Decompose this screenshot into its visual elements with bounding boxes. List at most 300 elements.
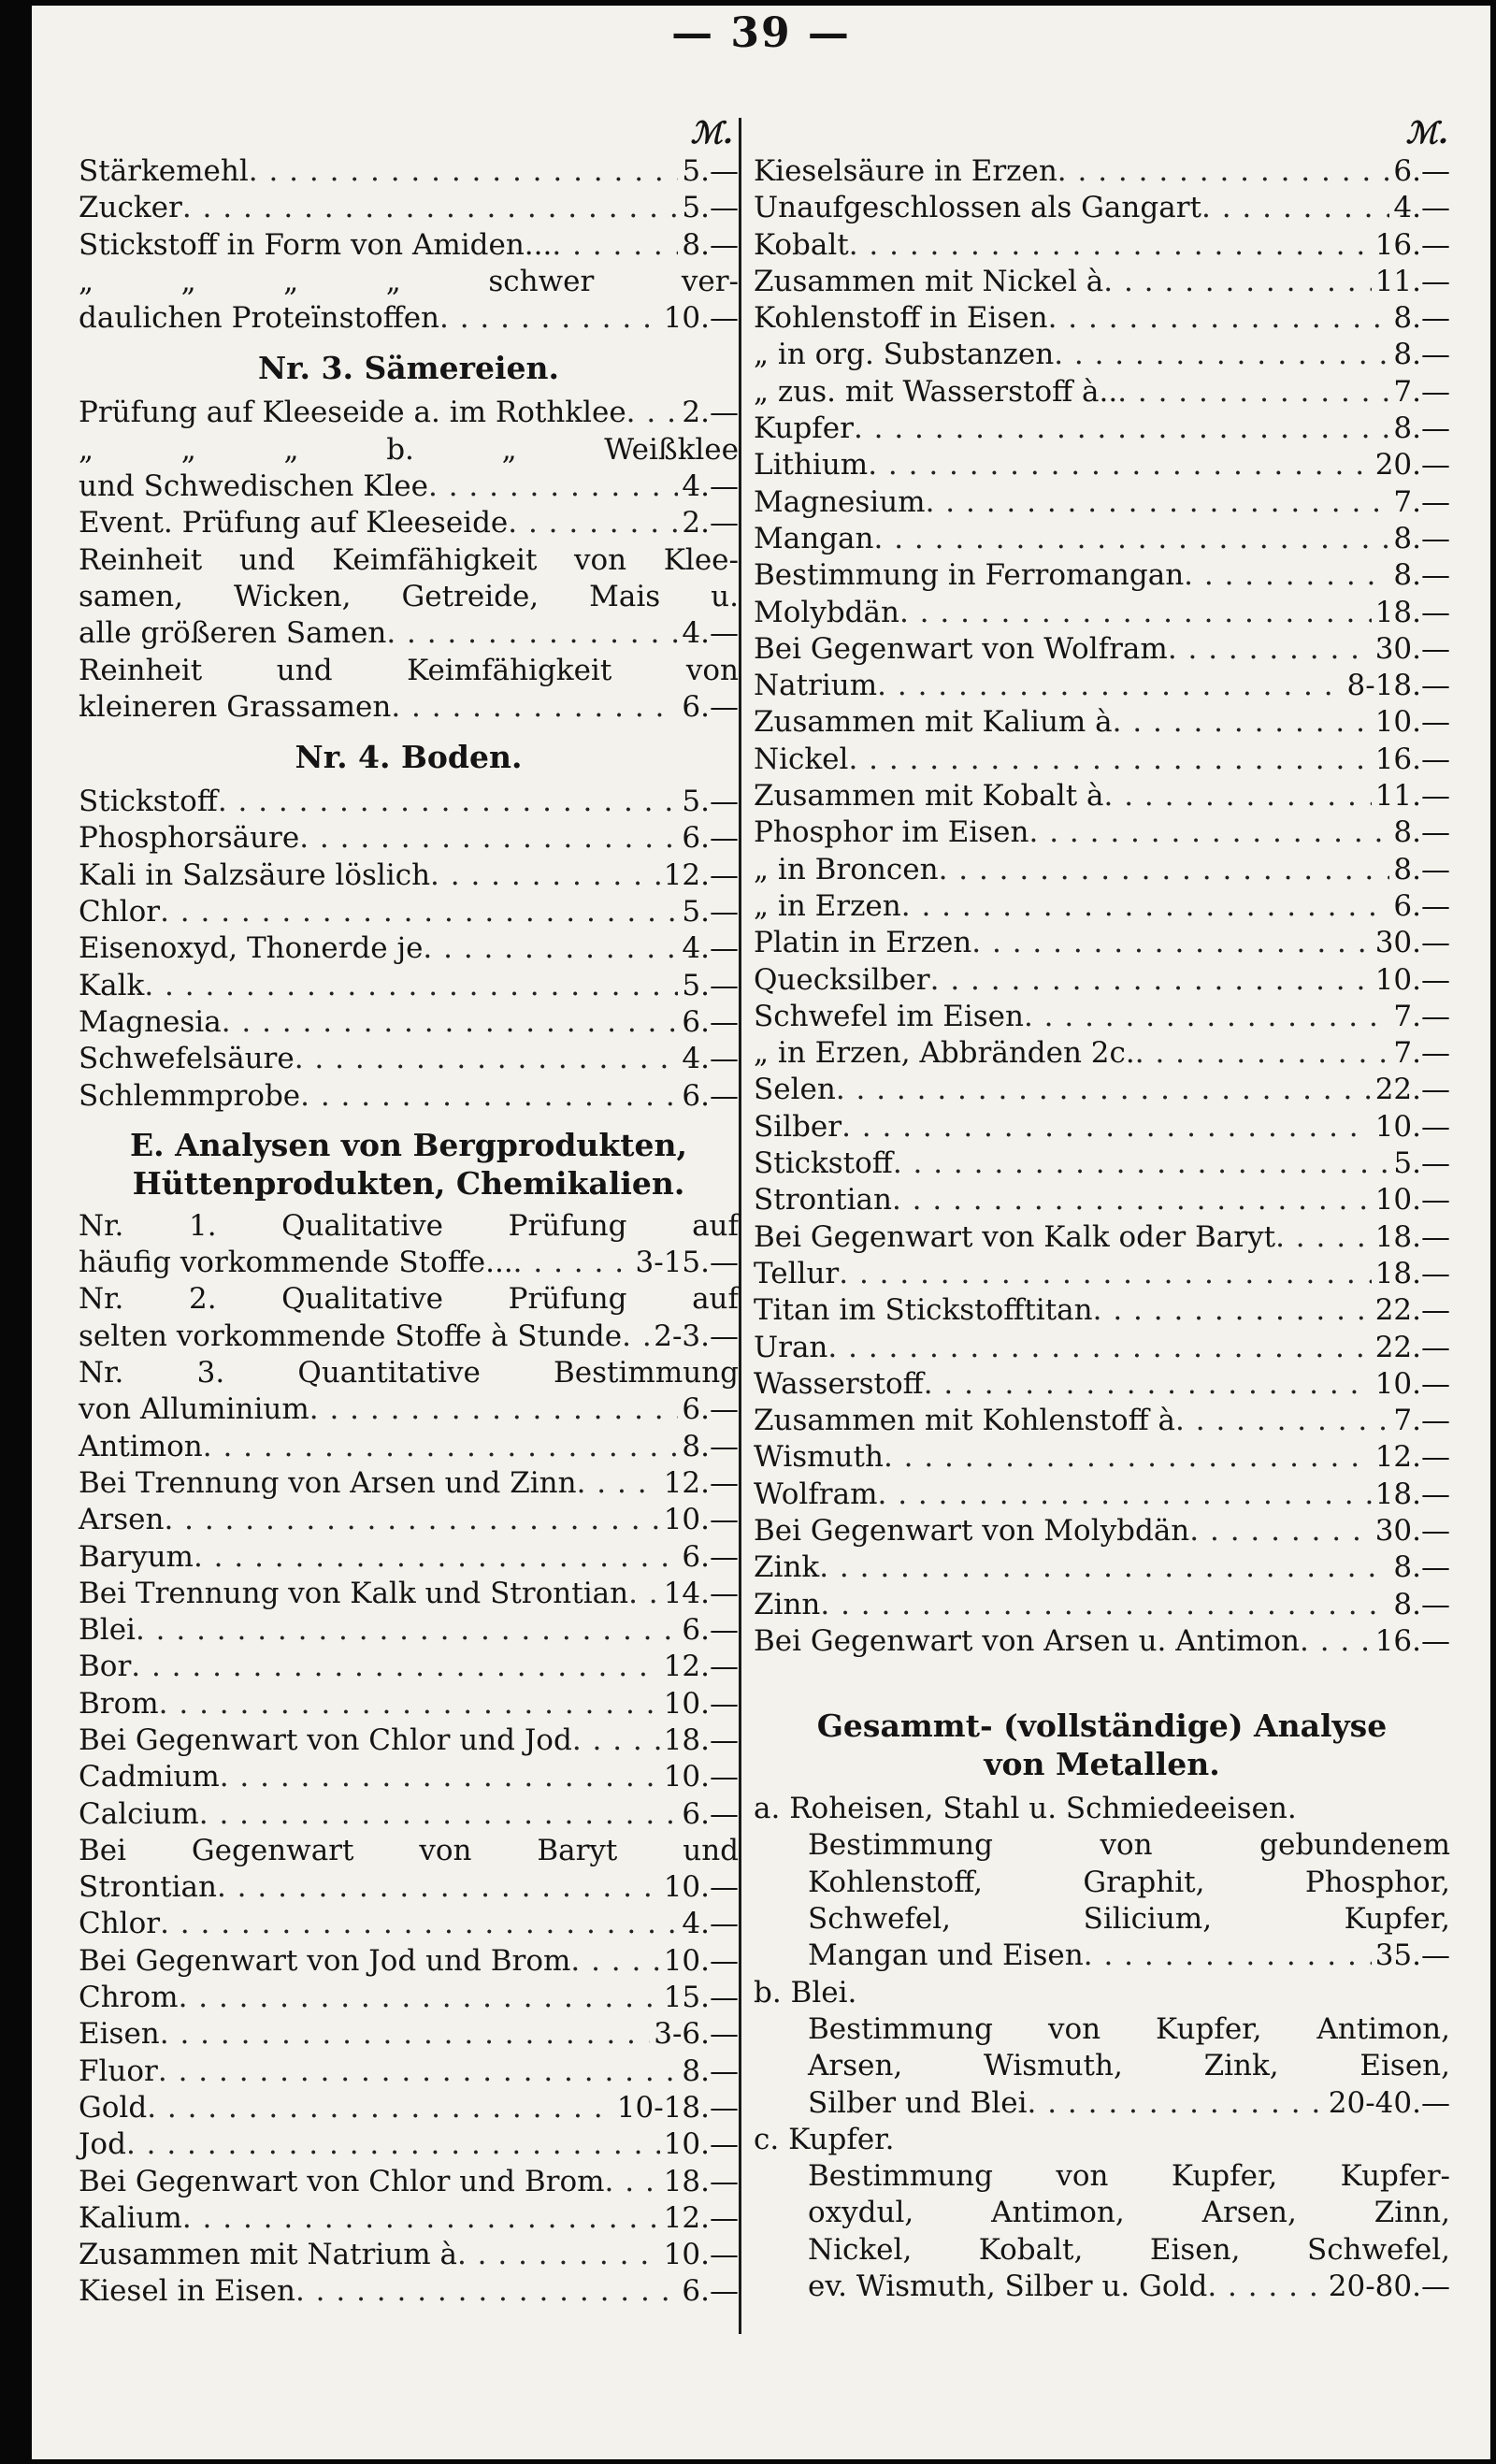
price-row	[79, 1980, 739, 2016]
metal-heading-text: b. Blei.	[754, 1975, 857, 2010]
item-price: 8.—	[1393, 1550, 1450, 1585]
price-row	[79, 1465, 739, 1502]
item-label: Stärkemehl	[79, 154, 249, 188]
metal-heading	[754, 2122, 1450, 2158]
item-price: 5.—	[682, 154, 739, 188]
price-row	[754, 557, 1450, 594]
dot-leader	[182, 2200, 660, 2237]
item-label: Zink	[754, 1550, 820, 1585]
item-label: „ zus. mit Wasserstoff à..	[754, 374, 1118, 409]
dot-leader	[179, 1980, 660, 2016]
dot-leader	[218, 784, 679, 820]
price-row	[79, 1869, 739, 1906]
item-price: 22.—	[1374, 1073, 1450, 1107]
item-label: Nr. 1. Qualitative Prüfung auf	[79, 1208, 739, 1243]
item-price: 8.—	[1393, 815, 1450, 850]
price-row	[79, 1245, 739, 1281]
dot-leader	[199, 1796, 679, 1833]
item-label: Bestimmung in Ferromangan	[754, 558, 1185, 593]
price-row	[79, 2126, 739, 2163]
dot-leader	[1189, 1513, 1371, 1549]
metal-heading-text: a. Roheisen, Stahl u. Schmiedeeisen.	[754, 1792, 1297, 1826]
dot-leader	[926, 484, 1390, 521]
item-label: Event. Prüfung auf Kleeseide	[79, 506, 509, 540]
item-label: Schlemmprobe	[79, 1078, 301, 1113]
item-label: selten vorkommende Stoffe à Stunde	[79, 1318, 623, 1353]
item-label: Stickstoff	[754, 1146, 893, 1181]
price-row	[754, 411, 1450, 447]
item-price: 4.—	[682, 616, 739, 651]
dot-leader	[136, 1612, 678, 1649]
item-price: 10.—	[663, 1503, 739, 1537]
dot-leader	[159, 1686, 660, 1722]
metal-line	[754, 1938, 1450, 1974]
price-row	[754, 814, 1450, 851]
item-price: 6.—	[682, 1796, 739, 1831]
currency-unit-left: ℳ.	[690, 115, 733, 151]
item-label: Kieselsäure in Erzen	[754, 154, 1057, 188]
metal-line-text: Arsen, Wismuth, Zink, Eisen,	[808, 2049, 1450, 2083]
dot-leader	[892, 1182, 1372, 1218]
item-price: 6.—	[682, 2274, 739, 2309]
metal-line-text: Bestimmung von Kupfer, Antimon,	[808, 2011, 1450, 2046]
item-price: 8.—	[682, 227, 739, 262]
item-price: 10.—	[663, 2238, 739, 2272]
price-row	[79, 1355, 739, 1391]
dot-leader	[868, 447, 1371, 483]
dot-leader	[1093, 1292, 1372, 1329]
dot-leader	[295, 1041, 679, 1077]
metal-line	[754, 2085, 1450, 2122]
price-row	[79, 1759, 739, 1795]
item-price: 4.—	[682, 469, 739, 504]
dot-leader	[819, 1549, 1389, 1586]
dot-leader	[1057, 153, 1390, 190]
item-price: 3-15.—	[635, 1246, 739, 1280]
dot-leader	[144, 968, 678, 1004]
item-label: Wasserstoff	[754, 1366, 924, 1401]
item-price: 7.—	[1393, 1036, 1450, 1071]
item-price: 4.—	[1393, 191, 1450, 225]
item-label: Fluor	[79, 2053, 158, 2088]
metal-line	[754, 2269, 1450, 2305]
item-price: 4.—	[682, 1907, 739, 1941]
price-row	[79, 1041, 739, 1077]
item-label: Bei Gegenwart von Baryt und	[79, 1833, 739, 1867]
metal-price: 35.—	[1374, 1938, 1450, 1973]
item-price: 7.—	[1393, 484, 1450, 519]
item-label: Wolfram	[754, 1477, 878, 1511]
item-price: 6.—	[1393, 154, 1450, 188]
dot-leader	[386, 615, 678, 652]
item-price: 6.—	[682, 1613, 739, 1648]
metal-heading	[754, 1791, 1450, 1827]
dot-leader	[1084, 1938, 1372, 1974]
item-label: Nr. 2. Qualitative Prüfung auf	[79, 1282, 739, 1317]
dot-leader	[158, 2053, 679, 2090]
price-row	[79, 505, 739, 541]
metal-line	[754, 2011, 1450, 2048]
item-price: 4.—	[682, 931, 739, 966]
dot-leader	[428, 468, 678, 505]
item-price: 10.—	[663, 1943, 739, 1978]
price-row	[79, 968, 739, 1004]
dot-leader	[1207, 2269, 1324, 2305]
metal-section-title-line1: Gesammt- (vollständige) Analyse	[816, 1708, 1388, 1745]
item-price: 12.—	[1374, 1440, 1450, 1475]
price-row	[79, 894, 739, 930]
item-price: 6.—	[682, 1539, 739, 1574]
dot-leader	[1048, 300, 1390, 337]
item-price: 22.—	[1374, 1330, 1450, 1364]
metal-line-text: Silber und Blei	[808, 2085, 1028, 2120]
item-label: Reinheit und Keimfähigkeit von Klee-	[79, 542, 739, 577]
item-label: Bei Gegenwart von Jod und Brom	[79, 1943, 571, 1978]
item-price: 11.—	[1374, 264, 1450, 298]
section-4-title: Nr. 4. Boden.	[295, 739, 523, 776]
item-price: 3-6.—	[654, 2017, 739, 2052]
price-row	[79, 1004, 739, 1041]
dot-leader	[147, 2090, 613, 2126]
item-label: Kobalt	[754, 227, 849, 262]
dot-leader	[930, 962, 1372, 999]
price-row	[79, 1502, 739, 1538]
price-row	[79, 542, 739, 579]
price-row	[754, 300, 1450, 337]
price-row	[79, 930, 739, 967]
dot-leader	[300, 1078, 678, 1115]
price-row	[79, 2237, 739, 2273]
price-row	[754, 1292, 1450, 1329]
metal-line	[754, 1827, 1450, 1864]
item-label: Bei Gegenwart von Chlor und Jod	[79, 1722, 572, 1757]
dot-leader	[572, 1722, 660, 1759]
currency-unit-right: ℳ.	[1405, 115, 1448, 151]
section-e-title-line1: E. Analysen von Bergprodukten,	[129, 1126, 687, 1163]
item-price: 2-3.—	[654, 1318, 739, 1353]
dot-leader	[457, 2237, 660, 2273]
price-row	[754, 925, 1450, 961]
price-row	[79, 653, 739, 689]
item-price: 12.—	[663, 857, 739, 892]
item-price: 22.—	[1374, 1293, 1450, 1328]
price-row	[754, 999, 1450, 1035]
price-row	[79, 2164, 739, 2200]
dot-leader	[854, 411, 1389, 447]
price-row	[79, 432, 739, 468]
price-row	[754, 1477, 1450, 1513]
item-price: 6.—	[682, 1004, 739, 1039]
dot-leader	[295, 2273, 678, 2310]
item-price: 5.—	[682, 968, 739, 1002]
dot-leader	[1184, 557, 1389, 594]
item-price: 18.—	[1374, 1477, 1450, 1511]
metal-line-text: Mangan und Eisen	[808, 1938, 1084, 1973]
price-row	[754, 1256, 1450, 1292]
price-row	[79, 820, 739, 857]
item-price: 8.—	[682, 2053, 739, 2088]
dot-leader	[971, 925, 1371, 961]
dot-leader	[160, 2016, 650, 2053]
item-price: 7.—	[1393, 374, 1450, 409]
item-label: häufig vorkommende Stoffe...	[79, 1246, 513, 1280]
section-3-list	[79, 395, 739, 726]
item-price: 8-18.—	[1346, 669, 1450, 703]
metal-line	[754, 2195, 1450, 2231]
price-row	[754, 1035, 1450, 1072]
item-label: Bor	[79, 1650, 132, 1684]
dot-leader	[827, 1330, 1371, 1366]
price-row	[754, 1513, 1450, 1549]
item-label: Nr. 3. Quantitative Bestimmung	[79, 1356, 739, 1391]
item-price: 7.—	[1393, 1404, 1450, 1438]
item-price: 10.—	[1374, 1109, 1450, 1144]
metal-line-text: Nickel, Kobalt, Eisen, Schwefel,	[808, 2232, 1450, 2267]
price-row	[754, 153, 1450, 190]
item-label: Quecksilber	[754, 962, 930, 997]
dot-leader	[194, 1539, 678, 1576]
item-label: Kupfer	[754, 411, 854, 446]
price-row	[754, 484, 1450, 521]
item-price: 11.—	[1374, 779, 1450, 814]
price-row	[79, 1078, 739, 1115]
price-row	[754, 631, 1450, 668]
item-label: Zusammen mit Kobalt à	[754, 779, 1104, 814]
price-row	[79, 1281, 739, 1318]
item-price: 6.—	[682, 1392, 739, 1427]
item-price: 18.—	[663, 2164, 739, 2198]
item-label: Unaufgeschlossen als Gangart	[754, 191, 1201, 225]
item-label: Eisenoxyd, Thonerde je	[79, 931, 424, 966]
dot-leader	[877, 668, 1343, 704]
price-row	[79, 1612, 739, 1649]
item-label: samen, Wicken, Getreide, Mais u.	[79, 579, 739, 613]
item-price: 10.—	[663, 2127, 739, 2162]
page-number: — 39 —	[671, 9, 851, 57]
dot-leader	[1275, 1219, 1372, 1256]
item-price: 8.—	[1393, 852, 1450, 886]
metal-line	[754, 2158, 1450, 2195]
item-price: 8.—	[1393, 521, 1450, 555]
dot-leader	[924, 1366, 1372, 1403]
price-row	[754, 1623, 1450, 1660]
item-price: 18.—	[1374, 1219, 1450, 1254]
item-label: Phosphorsäure	[79, 821, 300, 856]
item-price: 5.—	[682, 895, 739, 929]
item-label: Kalk	[79, 968, 145, 1002]
metal-line	[754, 2232, 1450, 2269]
item-price: 10.—	[1374, 1366, 1450, 1401]
price-row	[79, 857, 739, 894]
item-label: Calcium	[79, 1796, 199, 1831]
item-label: Strontian	[79, 1870, 217, 1905]
dot-leader	[1175, 1403, 1389, 1439]
item-label: Tellur	[754, 1256, 840, 1290]
price-row	[79, 2200, 739, 2237]
price-row	[754, 337, 1450, 373]
price-row	[754, 852, 1450, 888]
price-row	[754, 778, 1450, 814]
metal-heading-text: c. Kupfer.	[754, 2122, 895, 2156]
price-row	[79, 1318, 739, 1355]
metal-line	[754, 1901, 1450, 1938]
item-price: 6.—	[1393, 888, 1450, 923]
item-label: Uran	[754, 1330, 828, 1364]
price-row	[79, 2016, 739, 2053]
dot-leader	[160, 894, 678, 930]
item-label: Chlor	[79, 1907, 161, 1941]
price-row	[79, 1649, 739, 1685]
price-row	[754, 374, 1450, 411]
item-price: 7.—	[1393, 999, 1450, 1033]
item-label: Bei Gegenwart von Arsen u. Antimon	[754, 1623, 1301, 1658]
dot-leader	[570, 1943, 659, 1980]
dot-leader	[628, 1576, 660, 1612]
dot-leader	[1024, 999, 1389, 1035]
metal-line-text: Bestimmung von gebundenem	[808, 1828, 1450, 1863]
metal-line-text: Schwefel, Silicium, Kupfer,	[808, 1902, 1450, 1937]
item-price: 5.—	[682, 785, 739, 819]
item-label: Baryum	[79, 1539, 194, 1574]
item-price: 5.—	[1393, 1146, 1450, 1181]
dot-leader	[842, 1109, 1372, 1146]
item-price: 6.—	[682, 1078, 739, 1113]
price-row	[754, 1439, 1450, 1476]
price-row	[79, 1722, 739, 1759]
right-list	[754, 153, 1450, 1660]
item-price: 8.—	[1393, 338, 1450, 372]
item-label: „ „ „ b. „ Weißklee	[79, 432, 739, 467]
item-label: von Alluminium	[79, 1392, 309, 1427]
dot-leader	[552, 227, 678, 264]
price-row	[754, 962, 1450, 999]
item-price: 10-18.—	[616, 2090, 739, 2125]
item-label: „ „ „ „ schwer ver-	[79, 264, 739, 298]
item-label: „ in Erzen	[754, 888, 901, 923]
dot-leader	[626, 395, 679, 431]
item-label: Lithium	[754, 448, 869, 483]
dot-leader	[299, 820, 678, 857]
item-label: Cadmium	[79, 1760, 220, 1794]
price-row	[79, 784, 739, 820]
item-label: Gold	[79, 2090, 148, 2125]
dot-leader	[182, 190, 679, 226]
item-label: Zucker	[79, 191, 182, 225]
item-price: 18.—	[1374, 595, 1450, 629]
dot-leader	[1201, 190, 1389, 226]
item-label: Titan im Stickstofftitan	[754, 1293, 1093, 1328]
dot-leader	[605, 2164, 660, 2200]
item-label: „ in Erzen, Abbränden 2c.	[754, 1036, 1135, 1071]
item-label: Wismuth	[754, 1440, 884, 1475]
column-divider	[739, 118, 741, 2334]
price-row	[754, 1109, 1450, 1146]
metal-line-text: oxydul, Antimon, Arsen, Zinn,	[808, 2196, 1450, 2230]
dot-leader	[126, 2126, 660, 2163]
item-label: daulichen Proteïnstoffen	[79, 301, 440, 336]
price-row	[754, 888, 1450, 925]
price-row	[79, 300, 739, 337]
price-row	[754, 190, 1450, 226]
dot-leader	[1113, 704, 1372, 741]
price-row	[754, 264, 1450, 300]
item-price: 18.—	[1374, 1256, 1450, 1290]
dot-leader	[939, 852, 1390, 888]
item-label: Bei Trennung von Kalk und Strontian	[79, 1576, 629, 1610]
item-price: 6.—	[682, 821, 739, 856]
item-price: 10.—	[663, 1870, 739, 1905]
item-label: Zusammen mit Kalium à	[754, 705, 1113, 740]
section-4-list	[79, 784, 739, 1115]
price-row	[79, 1391, 739, 1428]
item-label: Bei Gegenwart von Kalk oder Baryt	[754, 1219, 1276, 1254]
dot-leader	[249, 153, 679, 190]
item-price: 12.—	[663, 2200, 739, 2235]
dot-leader	[439, 300, 660, 337]
item-label: Schwefel im Eisen	[754, 999, 1024, 1033]
item-price: 10.—	[663, 1760, 739, 1794]
dot-leader	[423, 930, 678, 967]
item-label: Schwefelsäure	[79, 1042, 295, 1076]
price-row	[754, 447, 1450, 483]
item-label: Antimon	[79, 1429, 203, 1463]
item-price: 4.—	[682, 1042, 739, 1076]
dot-leader	[1168, 631, 1372, 668]
item-label: Bei Gegenwart von Chlor und Brom	[79, 2164, 605, 2198]
item-label: Brom	[79, 1686, 159, 1721]
item-label: Arsen	[79, 1503, 165, 1537]
dot-leader	[1300, 1623, 1372, 1660]
item-label: Strontian	[754, 1183, 892, 1218]
item-label: Kalium	[79, 2200, 182, 2235]
price-row	[79, 153, 739, 190]
price-row	[79, 395, 739, 431]
dot-leader	[430, 857, 660, 894]
price-row	[754, 1366, 1450, 1403]
dot-leader	[1103, 264, 1371, 300]
dot-leader	[217, 1869, 660, 1906]
metal-line	[754, 1865, 1450, 1901]
dot-leader	[820, 1587, 1389, 1623]
item-price: 5.—	[682, 191, 739, 225]
item-label: Chrom	[79, 1981, 179, 2015]
dot-leader	[1054, 337, 1389, 373]
price-row	[754, 1072, 1450, 1108]
dot-leader	[577, 1465, 660, 1502]
dot-leader	[839, 1256, 1371, 1292]
item-label: Zinn	[754, 1587, 821, 1621]
item-price: 30.—	[1374, 926, 1450, 960]
metal-line-text: ev. Wismuth, Silber u. Gold	[808, 2269, 1208, 2304]
price-row	[79, 1576, 739, 1612]
metal-line	[754, 2048, 1450, 2084]
price-row	[754, 521, 1450, 557]
item-price: 8.—	[1393, 301, 1450, 336]
dot-leader	[849, 227, 1372, 264]
left-top-list	[79, 153, 739, 337]
price-row	[79, 1429, 739, 1465]
item-price: 16.—	[1374, 742, 1450, 776]
price-row	[754, 1146, 1450, 1182]
price-row	[79, 2053, 739, 2090]
item-price: 30.—	[1374, 1513, 1450, 1548]
price-row	[754, 1182, 1450, 1218]
item-label: Kiesel in Eisen	[79, 2274, 295, 2309]
item-price: 12.—	[663, 1650, 739, 1684]
price-list-page	[32, 6, 1490, 2459]
price-row	[79, 1796, 739, 1833]
section-e-title-line2: Hüttenprodukten, Chemikalien.	[132, 1164, 685, 1202]
